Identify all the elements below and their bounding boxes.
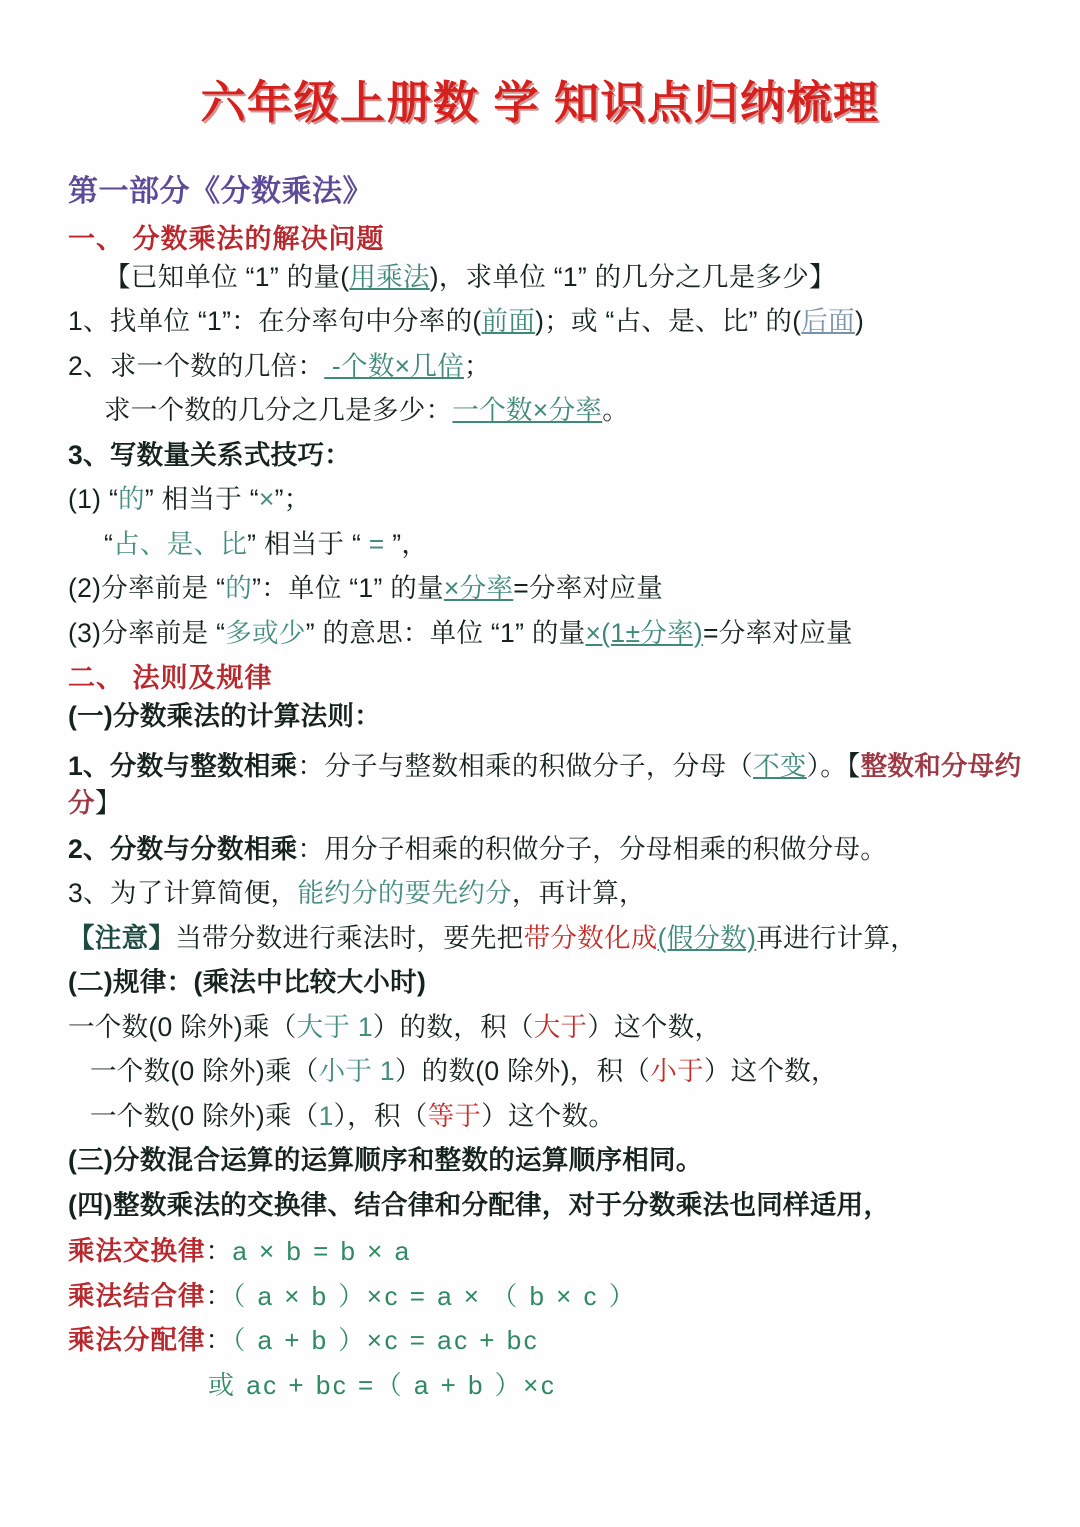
rule3-post: ，再计算， bbox=[511, 878, 646, 909]
law-commutative-sep: ： bbox=[205, 1236, 233, 1267]
item31b-highlight-words: 占、是、比 bbox=[113, 528, 248, 559]
law-row-distributive-alt bbox=[208, 1363, 1052, 1408]
item2a-post: ； bbox=[464, 350, 491, 381]
law-commutative-name: 乘法交换律 bbox=[68, 1236, 206, 1267]
note-red: 带分数化成 bbox=[523, 922, 658, 953]
item31b-highlight-equals: = bbox=[368, 528, 385, 559]
law-distributive-sep: ： bbox=[205, 1325, 233, 1356]
item33-post: =分率对应量 bbox=[703, 617, 853, 648]
section-one-item-3-1b bbox=[104, 522, 1052, 567]
item31a-pre: (1) “ bbox=[68, 484, 119, 515]
item32-pre: (2)分率前是 “ bbox=[68, 573, 226, 604]
law-gt-post: ）这个数， bbox=[587, 1011, 722, 1042]
law-associative-name: 乘法结合律 bbox=[68, 1280, 206, 1311]
section-two-law-equal bbox=[90, 1094, 1052, 1139]
bracket-line-highlight: 用乘法 bbox=[349, 261, 430, 292]
section-one-heading: 一、 分数乘法的解决问题 bbox=[68, 223, 385, 254]
bracket-line-pre: 【已知单位 “1” 的量( bbox=[104, 261, 350, 292]
rule1-maroon-first: 整 bbox=[860, 750, 888, 781]
section-two-rule-2 bbox=[68, 825, 1052, 872]
section-two-law-less bbox=[90, 1049, 1052, 1094]
note-post: 再进行计算， bbox=[756, 922, 918, 953]
law-row-associative bbox=[68, 1274, 1052, 1319]
item2b-post: 。 bbox=[602, 395, 629, 426]
item1-highlight-back: 后面 bbox=[801, 306, 855, 337]
item31b-pre: “ bbox=[104, 528, 114, 559]
part-heading: 第一部分《分数乘法》 bbox=[68, 175, 373, 208]
law-distributive-name: 乘法分配律 bbox=[68, 1325, 206, 1356]
section-one-item-3-1a bbox=[68, 477, 1052, 522]
item33-highlight-more-less: 多或少 bbox=[225, 617, 306, 648]
item1-pre: 1、找单位 “1”：在分率句中分率的( bbox=[68, 306, 482, 337]
item31a-highlight-times: × bbox=[258, 484, 275, 515]
item1-highlight-front: 前面 bbox=[481, 306, 536, 337]
rule1-maroon-rest: 数和分母约分 bbox=[68, 750, 1022, 819]
law-commutative-formula: a × b = b × a bbox=[232, 1236, 412, 1267]
law-eq-red: 等于 bbox=[427, 1100, 482, 1131]
section-two-rule-3 bbox=[68, 871, 1052, 916]
section-two-law-greater bbox=[68, 1005, 1052, 1050]
item2a-pre: 2、求一个数的几倍： bbox=[68, 350, 325, 381]
section-two-sub-three-heading: (三)分数混合运算的运算顺序和整数的运算顺序相同。 bbox=[68, 1145, 703, 1176]
law-gt-highlight: 大于 1 bbox=[296, 1011, 373, 1042]
page-title: 六年级上册数 学 知识点归纳梳理 bbox=[200, 77, 880, 128]
law-associative-sep: ： bbox=[205, 1280, 233, 1311]
rule1-mid: ：分子与整数相乘的积做分子，分母（ bbox=[297, 750, 754, 781]
note-pre: 当带分数进行乘法时，要先把 bbox=[175, 922, 524, 953]
item31b-post: ”， bbox=[384, 528, 429, 559]
item31a-highlight-de: 的 bbox=[118, 484, 145, 515]
item2a-highlight: -个数×几倍 bbox=[324, 350, 465, 381]
law-row-distributive bbox=[68, 1318, 1052, 1363]
rule3-pre: 3、为了计算简便， bbox=[68, 878, 298, 909]
item33-mid: ” 的意思：单位 “1” 的量 bbox=[305, 617, 586, 648]
section-two-sub-four-heading: (四)整数乘法的交换律、结合律和分配律，对于分数乘法也同样适用， bbox=[68, 1189, 891, 1220]
rule2-post: ：用分子相乘的积做分子，分母相乘的积做分母。 bbox=[297, 833, 888, 864]
section-two-sub-one-heading: (一)分数乘法的计算法则： bbox=[68, 701, 382, 732]
law-eq-highlight: 1 bbox=[318, 1100, 334, 1131]
item2b-highlight: 一个数×分率 bbox=[452, 395, 603, 426]
section-two-sub-two-heading: (二)规律：(乘法中比较大小时) bbox=[68, 967, 427, 998]
item33-pre: (3)分率前是 “ bbox=[68, 617, 226, 648]
law-distributive-formula: （ a + b ）×c = ac + bc bbox=[232, 1325, 540, 1356]
item31a-post: ”； bbox=[274, 484, 311, 515]
section-one-item-2b bbox=[104, 388, 1052, 433]
section-one-item-3-2 bbox=[68, 566, 1052, 611]
section-two-rule-1 bbox=[68, 739, 1052, 825]
law-lt-highlight: 小于 1 bbox=[318, 1056, 395, 1087]
item32-highlight-formula: ×分率 bbox=[443, 573, 514, 604]
rule1-close-bracket: 】 bbox=[94, 788, 122, 819]
item1-post: ) bbox=[854, 306, 865, 337]
section-one-item-2a bbox=[68, 344, 1052, 389]
section-one-item-3-heading: 3、写数量关系式技巧： bbox=[68, 439, 352, 470]
bracket-line-post: )，求单位 “1” 的几分之几是多少】 bbox=[429, 261, 836, 292]
item2b-pre: 求一个数的几分之几是多少： bbox=[104, 395, 453, 426]
law-eq-pre: 一个数(0 除外)乘（ bbox=[90, 1100, 319, 1131]
rule1-label: 1、分数与整数相乘 bbox=[68, 750, 298, 781]
note-highlight: (假分数) bbox=[657, 922, 757, 953]
section-one-item-1 bbox=[68, 299, 1052, 344]
law-row-commutative bbox=[68, 1227, 1052, 1274]
law-associative-formula: （ a × b ）×c = a × （ b × c ） bbox=[232, 1280, 638, 1311]
rule1-post: ）。【 bbox=[806, 750, 861, 781]
rule3-highlight: 能约分的要先约分 bbox=[297, 878, 512, 909]
item32-mid: ”：单位 “1” 的量 bbox=[252, 573, 444, 604]
rule2-label: 2、分数与分数相乘 bbox=[68, 833, 298, 864]
law-eq-mid: ），积（ bbox=[333, 1100, 428, 1131]
item32-post: =分率对应量 bbox=[513, 573, 664, 604]
section-two-heading: 二、 法则及规律 bbox=[68, 663, 273, 694]
section-two-note bbox=[68, 916, 1052, 961]
note-tag: 【注意】 bbox=[68, 922, 176, 953]
law-eq-post: ）这个数。 bbox=[481, 1100, 616, 1131]
section-one-bracket-line bbox=[104, 255, 1052, 300]
item33-highlight-formula: ×(1±分率) bbox=[585, 617, 704, 648]
law-lt-pre: 一个数(0 除外)乘（ bbox=[90, 1056, 319, 1087]
rule1-highlight: 不变 bbox=[753, 750, 807, 781]
item31b-mid: ” 相当于 “ bbox=[247, 528, 369, 559]
item32-highlight-de: 的 bbox=[225, 573, 253, 604]
law-lt-mid: ）的数(0 除外)，积（ bbox=[394, 1056, 651, 1087]
item31a-mid: ” 相当于 “ bbox=[144, 484, 259, 515]
law-lt-red: 小于 bbox=[650, 1056, 704, 1087]
law-gt-mid: ）的数，积（ bbox=[372, 1011, 534, 1042]
law-gt-pre: 一个数(0 除外)乘（ bbox=[68, 1011, 297, 1042]
section-one-item-3-3 bbox=[68, 611, 1052, 656]
item1-mid: )；或 “占、是、比” 的( bbox=[535, 306, 802, 337]
law-gt-red: 大于 bbox=[533, 1011, 588, 1042]
law-lt-post: ）这个数， bbox=[703, 1056, 838, 1087]
law-distributive-alt-formula: 或 ac + bc =（ a + b ）×c bbox=[208, 1369, 557, 1400]
